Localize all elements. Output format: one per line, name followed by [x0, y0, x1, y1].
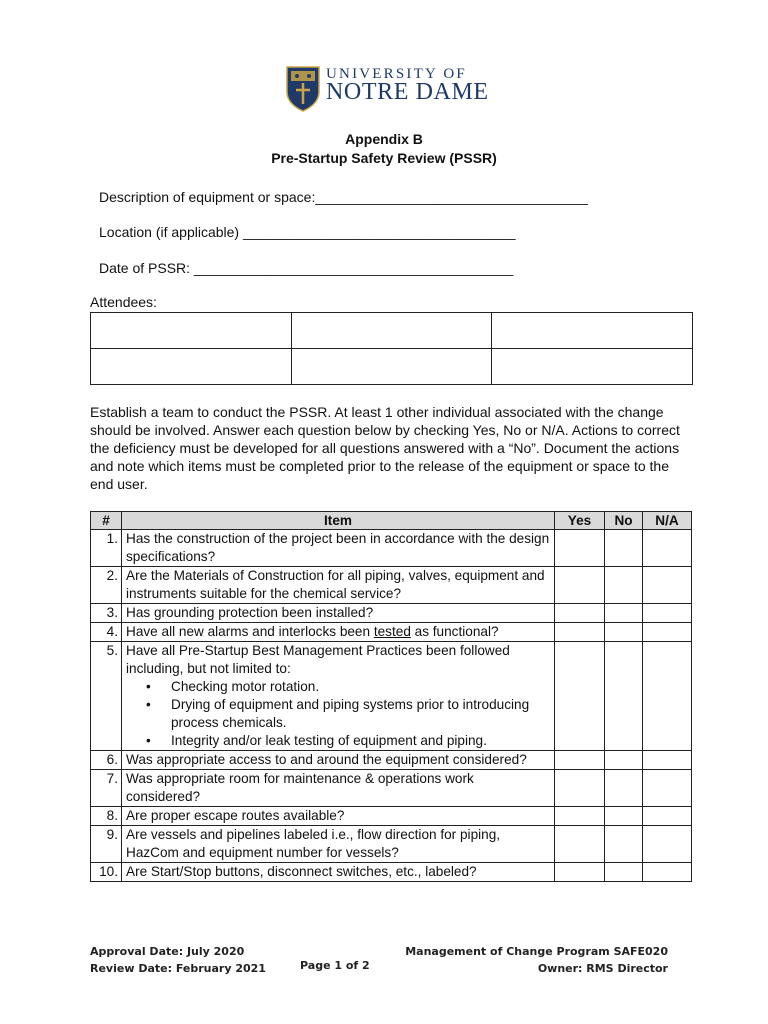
header-na: N/A: [643, 512, 692, 530]
yes-checkbox[interactable]: [555, 567, 605, 604]
attendee-cell[interactable]: [291, 313, 492, 349]
yes-checkbox[interactable]: [555, 604, 605, 623]
item-text: Have all Pre-Startup Best Management Practices been followed including, but not limited to:: [126, 643, 510, 676]
item-number: 6.: [91, 751, 122, 770]
no-checkbox[interactable]: [605, 863, 643, 882]
review-date: Review Date: February 2021: [90, 962, 266, 975]
no-checkbox[interactable]: [605, 642, 643, 751]
item-number: 1.: [91, 530, 122, 567]
header-yes: Yes: [555, 512, 605, 530]
table-row: [91, 623, 692, 642]
item-number: 9.: [91, 826, 122, 863]
item-text: Has the construction of the project been in accordance with the design specifications?: [122, 530, 555, 567]
na-checkbox[interactable]: [643, 530, 692, 567]
item-text: Are vessels and pipelines labeled i.e., flow direction for piping, HazCom and equipment number for vessels?: [122, 826, 555, 863]
attendee-cell[interactable]: [91, 313, 292, 349]
university-logo: [286, 64, 489, 116]
document-owner: Owner: RMS Director: [537, 962, 668, 975]
yes-checkbox[interactable]: [555, 863, 605, 882]
bullet-item: • Integrity and/or leak testing of equipment and piping.: [171, 732, 550, 750]
item-text-part: as functional?: [410, 624, 499, 639]
attendee-cell[interactable]: [492, 349, 693, 385]
attendee-cell[interactable]: [91, 349, 292, 385]
description-field[interactable]: Description of equipment or space:___________________________________: [99, 189, 588, 205]
item-text-underlined: tested: [373, 624, 411, 639]
yes-checkbox[interactable]: [555, 826, 605, 863]
item-number: 10.: [91, 863, 122, 882]
item-number: 2.: [91, 567, 122, 604]
na-checkbox[interactable]: [643, 604, 692, 623]
document-title: Pre-Startup Safety Review (PSSR): [271, 150, 497, 166]
approval-date: Approval Date: July 2020: [90, 945, 245, 958]
yes-checkbox[interactable]: [555, 642, 605, 751]
bullet-item: • Drying of equipment and piping systems prior to introducing process chemicals.: [171, 696, 550, 732]
yes-checkbox[interactable]: [555, 807, 605, 826]
program-name: Management of Change Program SAFE020: [405, 945, 668, 958]
na-checkbox[interactable]: [643, 642, 692, 751]
page-number: Page 1 of 2: [300, 959, 370, 972]
na-checkbox[interactable]: [643, 826, 692, 863]
table-row: [91, 567, 692, 604]
attendee-cell[interactable]: [291, 349, 492, 385]
attendee-cell[interactable]: [492, 313, 693, 349]
na-checkbox[interactable]: [643, 751, 692, 770]
na-checkbox[interactable]: [643, 567, 692, 604]
bullet-list: [126, 678, 550, 750]
yes-checkbox[interactable]: [555, 623, 605, 642]
table-row: [91, 807, 692, 826]
item-text: Was appropriate room for maintenance & operations work considered?: [122, 770, 555, 807]
no-checkbox[interactable]: [605, 770, 643, 807]
instructions-text: Establish a team to conduct the PSSR. At least 1 other individual associated with the change should be involved. Answer each question below by checking Yes, No or N/A. Actions to correct the deficiency must be developed for all questions answered with a “No”. Document the actions and note which items must be completed prior to the release of the equipment or space to the end user.: [90, 404, 680, 492]
table-row: [91, 642, 692, 751]
no-checkbox[interactable]: [605, 530, 643, 567]
header-no: No: [605, 512, 643, 530]
na-checkbox[interactable]: [643, 623, 692, 642]
university-shield-icon: [286, 66, 320, 112]
no-checkbox[interactable]: [605, 567, 643, 604]
table-row: [91, 751, 692, 770]
item-text-part: Have all new alarms and interlocks been: [126, 624, 374, 639]
attendees-table: [90, 312, 693, 385]
date-field[interactable]: Date of PSSR: _________________________________________: [99, 260, 514, 276]
na-checkbox[interactable]: [643, 770, 692, 807]
table-row: [91, 863, 692, 882]
na-checkbox[interactable]: [643, 863, 692, 882]
checklist-header-row: [91, 512, 692, 530]
location-field[interactable]: Location (if applicable) ___________________________________: [99, 224, 516, 240]
yes-checkbox[interactable]: [555, 530, 605, 567]
no-checkbox[interactable]: [605, 604, 643, 623]
bullet-item: • Checking motor rotation.: [171, 678, 550, 696]
header-num: #: [91, 512, 122, 530]
attendees-label: Attendees:: [90, 294, 157, 310]
logo-line-1: UNIVERSITY OF: [326, 66, 467, 82]
appendix-heading: Appendix B: [345, 131, 423, 147]
item-number: 3.: [91, 604, 122, 623]
table-row: [91, 604, 692, 623]
table-row: [91, 770, 692, 807]
item-text: Has grounding protection been installed?: [122, 604, 555, 623]
no-checkbox[interactable]: [605, 826, 643, 863]
na-checkbox[interactable]: [643, 807, 692, 826]
logo-line-2: NOTRE DAME: [326, 79, 489, 105]
item-number: 4.: [91, 623, 122, 642]
yes-checkbox[interactable]: [555, 770, 605, 807]
item-text: Are Start/Stop buttons, disconnect switches, etc., labeled?: [122, 863, 555, 882]
item-number: 7.: [91, 770, 122, 807]
no-checkbox[interactable]: [605, 623, 643, 642]
item-number: 5.: [91, 642, 122, 751]
item-text: Are proper escape routes available?: [122, 807, 555, 826]
table-row: [91, 826, 692, 863]
item-text: Are the Materials of Construction for all piping, valves, equipment and instruments suitable for the chemical service?: [122, 567, 555, 604]
yes-checkbox[interactable]: [555, 751, 605, 770]
item-number: 8.: [91, 807, 122, 826]
item-text-cell: [122, 642, 555, 751]
item-text: [122, 623, 555, 642]
no-checkbox[interactable]: [605, 751, 643, 770]
checklist-table: [90, 511, 692, 882]
attendees-row: [91, 349, 693, 385]
attendees-row: [91, 313, 693, 349]
no-checkbox[interactable]: [605, 807, 643, 826]
item-text: Was appropriate access to and around the equipment considered?: [122, 751, 555, 770]
instructions: [90, 403, 690, 493]
table-row: [91, 530, 692, 567]
header-item: Item: [122, 512, 555, 530]
